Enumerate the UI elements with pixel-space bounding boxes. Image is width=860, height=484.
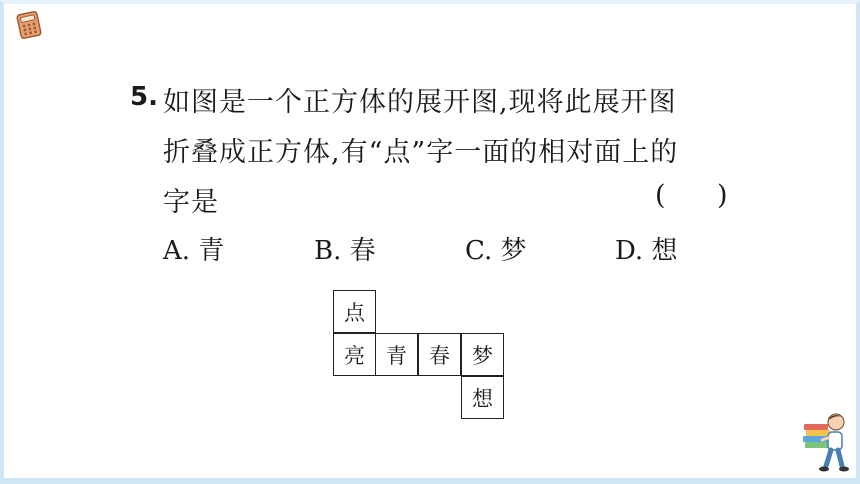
option-a[interactable]: A. 青 [163, 236, 225, 266]
net-cell-top: 点 [333, 290, 376, 333]
option-d[interactable]: D. 想 [615, 236, 678, 266]
calculator-icon [14, 10, 44, 40]
net-cell-bottom: 想 [461, 376, 504, 419]
question-text-line-2: 折叠成正方体,有“点”字一面的相对面上的 [163, 137, 679, 168]
answer-blank[interactable]: ( ) [655, 180, 728, 211]
question-text-line-3: 字是 [163, 187, 219, 218]
net-cell-row-3: 春 [418, 333, 461, 376]
net-cell-row-1: 亮 [333, 333, 376, 376]
option-b[interactable]: B. 春 [314, 236, 376, 266]
question-text-line-1: 如图是一个正方体的展开图,现将此展开图 [163, 87, 677, 118]
net-cell-row-2: 青 [375, 333, 418, 376]
net-cell-row-4: 梦 [461, 333, 504, 376]
question-number: 5. [130, 82, 158, 112]
option-c[interactable]: C. 梦 [465, 236, 527, 266]
student-carrying-books-icon [800, 410, 850, 476]
